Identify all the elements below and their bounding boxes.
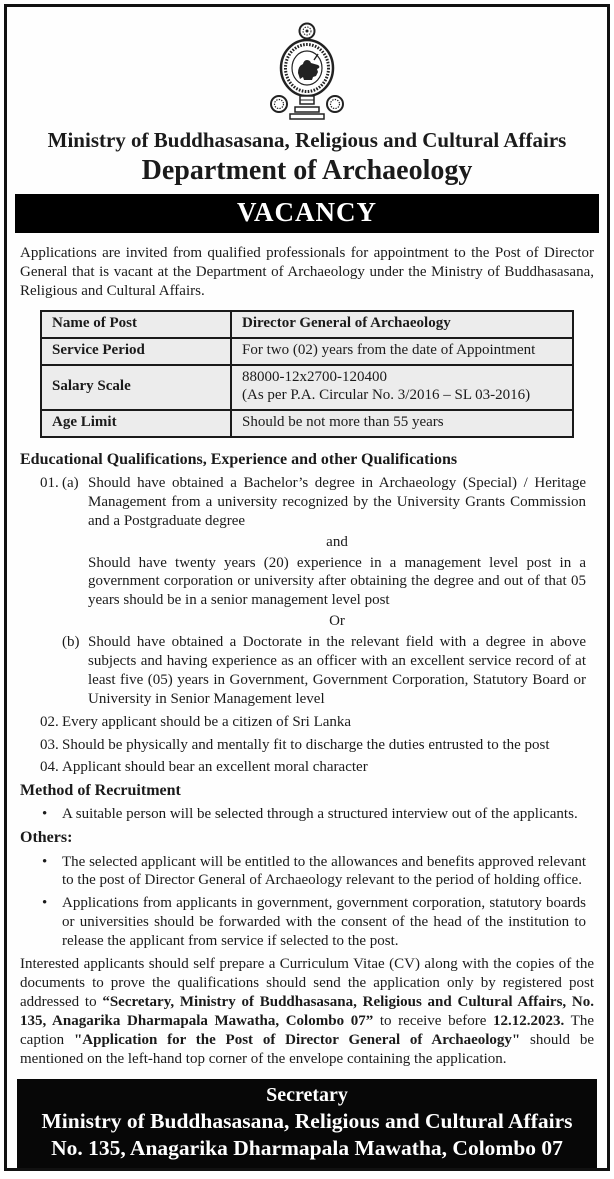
closing-paragraph	[20, 955, 594, 1069]
salary-scale-label: Salary Scale	[41, 365, 231, 411]
item-02-number: 02.	[40, 713, 59, 730]
ministry-title: Ministry of Buddhasasana, Religious and Cultural Affairs	[47, 128, 567, 152]
salary-scale-value	[231, 365, 573, 411]
closing-part2: to receive before	[373, 1013, 494, 1030]
item-04-text: Applicant should bear an excellent moral character	[62, 759, 368, 776]
name-of-post-value: Director General of Archaeology	[231, 311, 573, 338]
others-heading: Others:	[20, 829, 73, 847]
intro-paragraph: Applications are invited from qualified professionals for appointment to the Post of Director General that is vacant at the Department of Archaeology under the Ministry of Buddhasasana, Religious and Cultural Affairs.	[20, 245, 594, 300]
row-age-limit	[41, 410, 573, 437]
closing-address-bold: “Secretary, Ministry of Buddhasasana, Religious and Cultural Affairs, No. 135, Anagarika Dharmapala Mawatha, Colombo 07”	[20, 994, 595, 1030]
emblem-container	[20, 21, 594, 126]
vacancy-notice-sheet	[4, 4, 610, 1171]
method-of-recruitment-heading: Method of Recruitment	[20, 782, 181, 800]
item-02-text: Every applicant should be a citizen of Sri Lanka	[62, 713, 352, 730]
salary-scale-line2: (As per P.A. Circular No. 3/2016 – SL 03-2016)	[242, 387, 531, 404]
item-01a-letter: (a)	[62, 474, 79, 491]
others-bullet-text-1: The selected applicant will be entitled to the allowances and benefits approved relevant to the post of Director General of Archaeology relevant to the period of holding office.	[62, 853, 586, 889]
row-salary-scale	[41, 365, 573, 411]
qualification-item-03	[20, 736, 594, 755]
qualification-item-04	[20, 758, 594, 777]
footer-address: No. 135, Anagarika Dharmapala Mawatha, Colombo 07	[51, 1136, 563, 1161]
closing-deadline-bold: 12.12.2023.	[493, 1013, 565, 1030]
row-name-of-post	[41, 311, 573, 338]
item-04-number: 04.	[40, 759, 59, 776]
item-01b-letter: (b)	[62, 634, 80, 651]
method-bullet-text: A suitable person will be selected through a structured interview out of the applicants.	[62, 806, 578, 823]
connector-or: Or	[329, 613, 345, 630]
others-bullet-text-2: Applications from applicants in government, government corporation, statutory boards or universities should be forwarded with the consent of the head of the institution to release the applicant from service if selected to the post.	[62, 895, 586, 950]
footer-signature-box	[17, 1079, 597, 1170]
item-01-number: 01.	[40, 474, 59, 491]
service-period-value: For two (02) years from the date of Appointment	[231, 338, 573, 365]
sri-lanka-national-emblem-icon	[267, 21, 347, 121]
salary-scale-line1: 88000-12x2700-120400	[242, 368, 387, 385]
qualification-item-02	[20, 713, 594, 732]
method-bullet-item	[20, 805, 594, 824]
vacancy-banner: VACANCY	[15, 194, 599, 233]
bullet-icon: •	[42, 853, 48, 870]
closing-part4: should be mentioned on the left-hand top corner of the envelope containing the application.	[20, 1032, 595, 1068]
bullet-icon: •	[42, 806, 48, 823]
age-limit-label: Age Limit	[41, 410, 231, 437]
footer-secretary: Secretary	[266, 1084, 348, 1107]
connector-and: and	[326, 533, 348, 550]
closing-part3: The caption	[20, 1013, 594, 1049]
closing-part1: Interested applicants should self prepare a Curriculum Vitae (CV) along with the copies of the documents to prove the qualifications should send the application only by registered post addressed to	[20, 956, 594, 1011]
closing-caption-bold: "Application for the Post of Director General of Archaeology"	[73, 1032, 521, 1049]
qualifications-heading: Educational Qualifications, Experience and other Qualifications	[20, 450, 458, 468]
item-01a-text2: Should have twenty years (20) experience in a management level post in a government corporation or university after obtaining the degree and out of that 05 years should be in a senior management level post	[88, 554, 586, 609]
department-title: Department of Archaeology	[141, 155, 473, 187]
name-of-post-label: Name of Post	[41, 311, 231, 338]
others-bullet-item-2	[20, 894, 594, 951]
item-03-number: 03.	[40, 736, 59, 753]
age-limit-value: Should be not more than 55 years	[231, 410, 573, 437]
item-03-text: Should be physically and mentally fit to discharge the duties entrusted to the post	[62, 736, 550, 753]
footer-ministry: Ministry of Buddhasasana, Religious and Cultural Affairs	[41, 1109, 573, 1134]
item-01b-text: Should have obtained a Doctorate in the relevant field with a degree in above subjects and having experience as an officer with an excellent service record of at least five (05) years in Government, Government Corporation, Statutory Board or University in Senior Management level	[88, 634, 586, 707]
bullet-icon: •	[42, 895, 48, 912]
item-01a-text: Should have obtained a Bachelor’s degree in Archaeology (Special) / Heritage Management from a university recognized by the University Grants Commission and a Postgraduate degree	[88, 474, 586, 529]
post-details-table	[40, 310, 574, 438]
others-bullet-item-1	[20, 853, 594, 891]
row-service-period	[41, 338, 573, 365]
qualification-item-01	[20, 474, 594, 709]
service-period-label: Service Period	[41, 338, 231, 365]
